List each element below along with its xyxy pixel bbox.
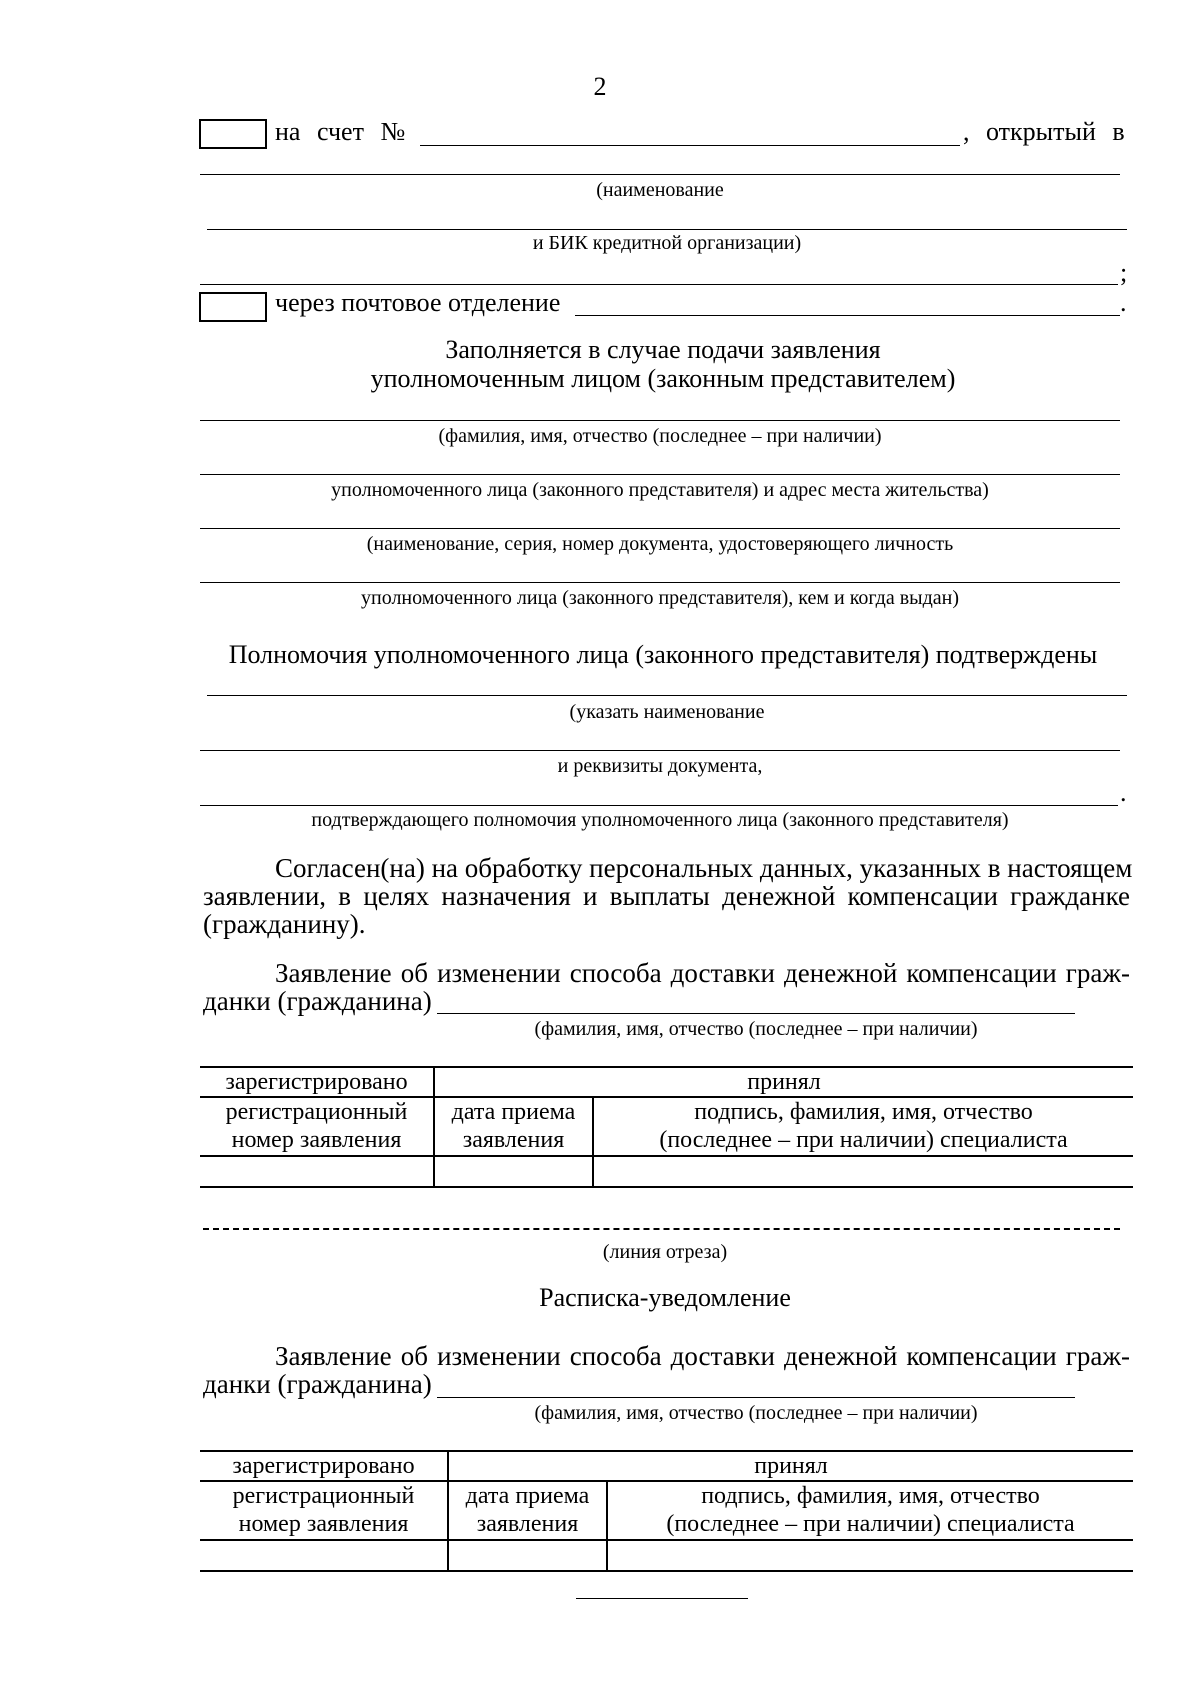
authority-caption-1: (указать наименование <box>569 701 765 723</box>
statement2-line-2: данки (гражданина) <box>203 1369 432 1399</box>
table1-sign-header: подпись, фамилия, имя, отчество (последнее – при наличии) специалиста <box>659 1099 1068 1153</box>
bank-name-caption: (наименование <box>596 179 724 201</box>
authority-caption-2: и реквизиты документа, <box>557 755 763 777</box>
table2-date-cell[interactable] <box>449 1541 606 1569</box>
statement2-line-1: Заявление об изменении способа доставки денежной компенсации граж- <box>275 1341 1130 1371</box>
account-number-field[interactable] <box>420 145 960 146</box>
table2-sign-header: подпись, фамилия, имя, отчество (последнее – при наличии) специалиста <box>666 1483 1075 1537</box>
bank-bik-caption: и БИК кредитной организации) <box>532 232 802 254</box>
consent-line-2: заявлении, в целях назначения и выплаты денежной компенсации гражданке <box>203 881 1130 911</box>
representative-heading-line2: уполномоченным лицом (законным представителем) <box>370 364 956 393</box>
table1-registered-header: зарегистрировано <box>225 1069 408 1095</box>
representative-address-field[interactable] <box>200 474 1120 475</box>
authority-period: . <box>1120 778 1127 807</box>
post-office-label: через почтовое отделение <box>275 288 561 317</box>
statement1-line-1: Заявление об изменении способа доставки денежной компенсации граж- <box>275 958 1130 988</box>
authority-doc-extra-field[interactable] <box>200 805 1118 806</box>
consent-line-1: Согласен(на) на обработку персональных данных, указанных в настоящем <box>275 853 1133 883</box>
table1-date-cell[interactable] <box>435 1157 592 1185</box>
post-office-period: . <box>1120 288 1127 317</box>
authority-doc-name-field[interactable] <box>207 695 1127 696</box>
authority-caption-3: подтверждающего полномочия уполномоченного лица (законного представителя) <box>311 809 1009 831</box>
table2-accepted-header: принял <box>754 1453 828 1479</box>
statement1-citizen-field[interactable] <box>437 1013 1075 1014</box>
semicolon: ; <box>1120 258 1128 287</box>
representative-heading-line1: Заполняется в случае подачи заявления <box>445 335 881 364</box>
consent-line-3: (гражданину). <box>203 909 366 939</box>
representative-caption-3: (наименование, серия, номер документа, удостоверяющего личность <box>366 533 954 555</box>
account-label: на счет № <box>275 117 406 146</box>
table2-reg-number-cell[interactable] <box>200 1541 447 1569</box>
table1-accepted-header: принял <box>747 1069 821 1095</box>
post-office-checkbox[interactable] <box>199 292 267 322</box>
table2-registered-header: зарегистрировано <box>232 1453 415 1479</box>
authority-heading: Полномочия уполномоченного лица (законного представителя) подтверждены <box>228 640 1098 669</box>
bank-name-field[interactable] <box>200 174 1120 175</box>
representative-caption-4: уполномоченного лица (законного представителя), кем и когда выдан) <box>361 587 959 609</box>
representative-issued-field[interactable] <box>200 582 1120 583</box>
table1-date-header: дата приема заявления <box>451 1099 576 1153</box>
page-number: 2 <box>593 72 607 101</box>
table2-reg-number-header: регистрационный номер заявления <box>232 1483 415 1537</box>
table1-reg-number-cell[interactable] <box>200 1157 433 1185</box>
authority-doc-details-field[interactable] <box>200 750 1120 751</box>
cut-line <box>203 1228 1120 1230</box>
post-office-field[interactable] <box>575 315 1120 316</box>
statement2-citizen-field[interactable] <box>437 1397 1075 1398</box>
table2-sign-cell[interactable] <box>608 1541 1133 1569</box>
representative-caption-1: (фамилия, имя, отчество (последнее – при наличии) <box>438 425 882 447</box>
statement1-caption: (фамилия, имя, отчество (последнее – при наличии) <box>534 1018 978 1040</box>
representative-caption-2: уполномоченного лица (законного представителя) и адрес места жительства) <box>331 479 989 501</box>
receipt-title: Расписка-уведомление <box>539 1283 791 1312</box>
table2-date-header: дата приема заявления <box>465 1483 590 1537</box>
statement2-caption: (фамилия, имя, отчество (последнее – при наличии) <box>534 1402 978 1424</box>
table1-sign-cell[interactable] <box>594 1157 1133 1185</box>
end-rule <box>576 1598 748 1599</box>
representative-name-field[interactable] <box>200 420 1120 421</box>
account-checkbox[interactable] <box>199 119 267 149</box>
representative-document-field[interactable] <box>200 528 1120 529</box>
bank-bik-field[interactable] <box>207 229 1127 230</box>
bank-extra-field[interactable] <box>200 284 1118 285</box>
statement1-line-2: данки (гражданина) <box>203 986 432 1016</box>
account-opened-in: , открытый в <box>963 117 1125 146</box>
cut-line-caption: (линия отреза) <box>602 1241 728 1263</box>
table1-reg-number-header: регистрационный номер заявления <box>225 1099 408 1153</box>
